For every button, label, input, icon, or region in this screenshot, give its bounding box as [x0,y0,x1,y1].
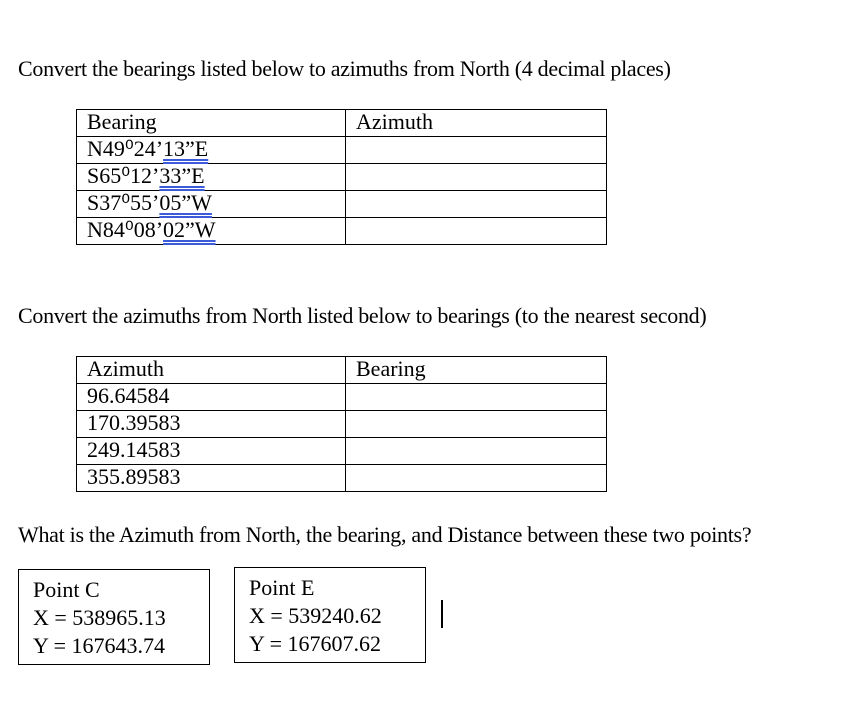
table-row [77,465,607,492]
bearing-cell [77,137,346,164]
point-c-box [18,569,210,665]
table-row [77,438,607,465]
table-row [77,137,607,164]
point-c-y: Y = 167643.74 [33,633,165,658]
point-e-box [234,567,426,663]
azimuth-cell: 96.64584 [77,384,346,411]
point-e-name: Point E [249,575,315,600]
header-bearing: Bearing [77,110,346,137]
table-row [77,191,607,218]
question-3: What is the Azimuth from North, the bearing, and Distance between these two points? [18,522,752,547]
azimuth-answer-cell[interactable] [346,164,607,191]
bearing-cell [77,164,346,191]
text-cursor[interactable] [441,600,443,628]
bearing-value: S65⁰12’ [87,163,160,188]
azimuth-cell: 355.89583 [77,465,346,492]
bearing-value-underlined: 13”E [163,136,209,161]
point-c-name: Point C [33,577,100,602]
bearing-answer-cell[interactable] [346,438,607,465]
azimuth-cell: 170.39583 [77,411,346,438]
question-2: Convert the azimuths from North listed below to bearings (to the nearest second) [18,303,707,328]
question-1: Convert the bearings listed below to azimuths from North (4 decimal places) [18,56,671,81]
bearing-value-underlined: 33”E [159,163,205,188]
bearings-table [76,109,607,245]
bearing-value: N84⁰08’ [87,217,164,242]
bearing-answer-cell[interactable] [346,411,607,438]
azimuth-answer-cell[interactable] [346,137,607,164]
header-azimuth: Azimuth [346,110,607,137]
azimuth-answer-cell[interactable] [346,191,607,218]
azimuths-table [76,356,607,492]
bearing-value-underlined: 05”W [159,190,212,215]
point-e-y: Y = 167607.62 [249,631,381,656]
table-header-row [77,357,607,384]
table-row [77,411,607,438]
bearing-value-underlined: 02”W [163,217,216,242]
bearing-answer-cell[interactable] [346,384,607,411]
bearing-cell [77,191,346,218]
header-azimuth: Azimuth [77,357,346,384]
table-header-row [77,110,607,137]
azimuth-cell: 249.14583 [77,438,346,465]
azimuth-answer-cell[interactable] [346,218,607,245]
table-row [77,164,607,191]
point-e-x: X = 539240.62 [249,603,382,628]
bearing-answer-cell[interactable] [346,465,607,492]
bearing-cell [77,218,346,245]
header-bearing: Bearing [346,357,607,384]
table-row [77,384,607,411]
table-row [77,218,607,245]
bearing-value: S37⁰55’ [87,190,160,215]
bearing-value: N49⁰24’ [87,136,164,161]
point-c-x: X = 538965.13 [33,605,166,630]
